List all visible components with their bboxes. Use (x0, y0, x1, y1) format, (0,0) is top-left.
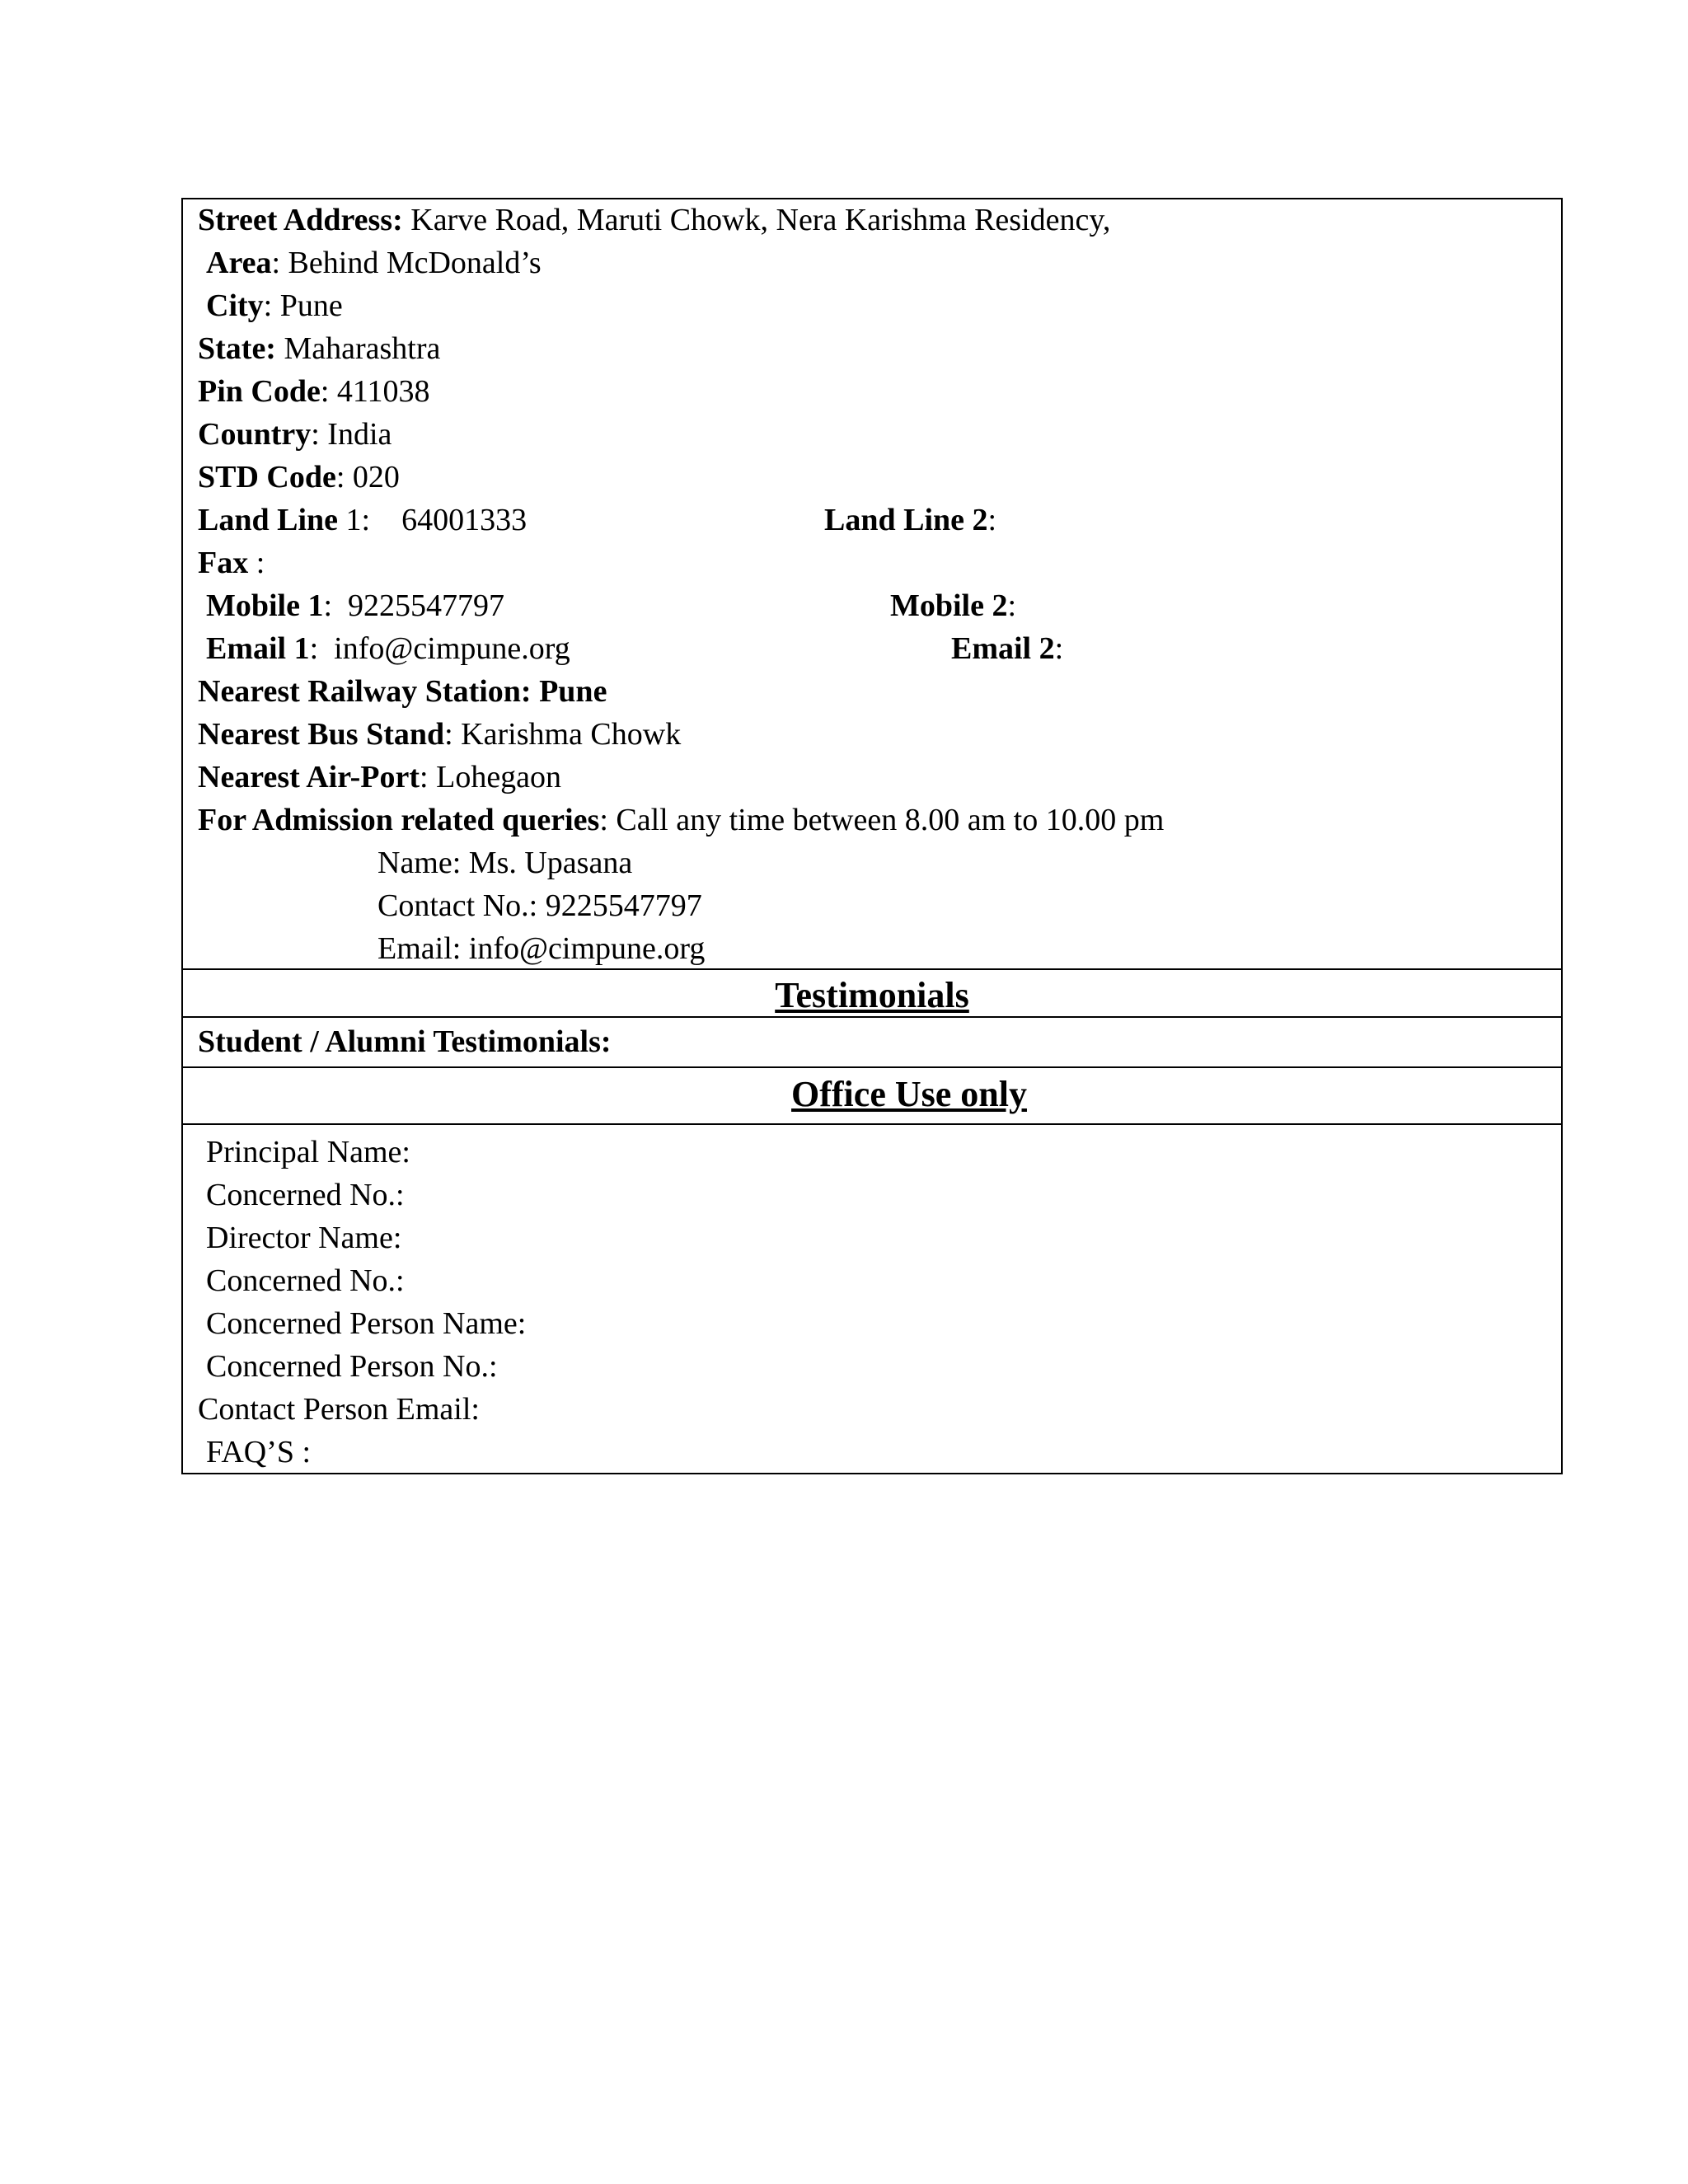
divider (183, 968, 1561, 970)
mobile-2-value: : (1007, 588, 1017, 623)
principal-concerned-no-field: Concerned No.: (206, 1178, 405, 1212)
landline-2-row (824, 501, 996, 539)
divider (183, 1016, 1561, 1018)
area-value: : Behind McDonald’s (271, 246, 542, 280)
mobile-1-row (206, 587, 504, 625)
mobile-1-value: : 9225547797 (323, 588, 505, 623)
student-testimonials-label: Student / Alumni Testimonials: (198, 1024, 612, 1059)
contact-person-email-field: Contact Person Email: (198, 1392, 480, 1427)
divider (183, 1123, 1561, 1125)
state-value: Maharashtra (275, 331, 441, 366)
airport-row (198, 758, 561, 796)
fax-row (198, 544, 265, 582)
landline-1-label: Land Line (198, 503, 339, 537)
bus-stand-label: Nearest Bus Stand (198, 717, 445, 752)
std-code-label: STD Code (198, 460, 336, 494)
std-code-row (198, 458, 400, 496)
airport-value: : Lohegaon (420, 760, 562, 794)
admission-queries-value: : Call any time between 8.00 am to 10.00 pm (599, 803, 1165, 837)
mobile-2-label: Mobile 2 (890, 588, 1008, 623)
admission-contact-number: Contact No.: 9225547797 (377, 888, 702, 923)
bus-stand-row (198, 715, 681, 753)
railway-station-label: Nearest Railway Station: Pune (198, 674, 607, 709)
city-label: City (206, 288, 264, 323)
railway-station-row (198, 673, 607, 710)
email-2-row (951, 630, 1063, 668)
country-value: : India (311, 417, 392, 452)
pin-code-label: Pin Code (198, 374, 321, 409)
street-address-value: Karve Road, Maruti Chowk, Nera Karishma Residency, (402, 203, 1111, 237)
landline-1-value: 1: 64001333 (338, 503, 528, 537)
email-2-value: : (1054, 631, 1064, 666)
country-label: Country (198, 417, 312, 452)
email-1-row (206, 630, 570, 668)
faqs-field: FAQ’S : (206, 1435, 312, 1469)
city-value: : Pune (263, 288, 343, 323)
admission-contact-email: Email: info@cimpune.org (377, 931, 706, 966)
pin-code-row (198, 373, 430, 410)
landline-1-row (198, 501, 527, 539)
city-row (206, 287, 343, 325)
bus-stand-value: : Karishma Chowk (444, 717, 682, 752)
director-concerned-no-field: Concerned No.: (206, 1263, 405, 1298)
concerned-person-name-field: Concerned Person Name: (206, 1306, 527, 1341)
email-1-label: Email 1 (206, 631, 310, 666)
state-row (198, 330, 440, 368)
airport-label: Nearest Air-Port (198, 760, 420, 794)
area-row (206, 244, 542, 282)
email-2-label: Email 2 (951, 631, 1055, 666)
testimonials-heading: Testimonials (775, 975, 969, 1015)
std-code-value: : 020 (335, 460, 400, 494)
concerned-person-no-field: Concerned Person No.: (206, 1349, 498, 1384)
state-label: State: (198, 331, 276, 366)
landline-2-value: : (987, 503, 997, 537)
mobile-1-label: Mobile 1 (206, 588, 324, 623)
office-use-heading: Office Use only (791, 1074, 1027, 1114)
landline-2-label: Land Line 2 (824, 503, 988, 537)
divider (183, 1066, 1561, 1068)
admission-queries-row (198, 801, 1164, 839)
area-label: Area (206, 246, 272, 280)
fax-value: : (248, 546, 265, 580)
country-row (198, 415, 392, 453)
principal-name-field: Principal Name: (206, 1135, 410, 1169)
student-testimonials-row (198, 1023, 612, 1061)
street-address-row (198, 201, 1110, 239)
mobile-2-row (890, 587, 1016, 625)
street-address-label: Street Address: (198, 203, 403, 237)
email-1-value: : info@cimpune.org (309, 631, 570, 666)
director-name-field: Director Name: (206, 1221, 402, 1255)
fax-label: Fax (198, 546, 249, 580)
admission-contact-name: Name: Ms. Upasana (377, 846, 633, 880)
info-table (181, 198, 1563, 1474)
pin-code-value: : 411038 (320, 374, 430, 409)
admission-queries-label: For Admission related queries (198, 803, 600, 837)
